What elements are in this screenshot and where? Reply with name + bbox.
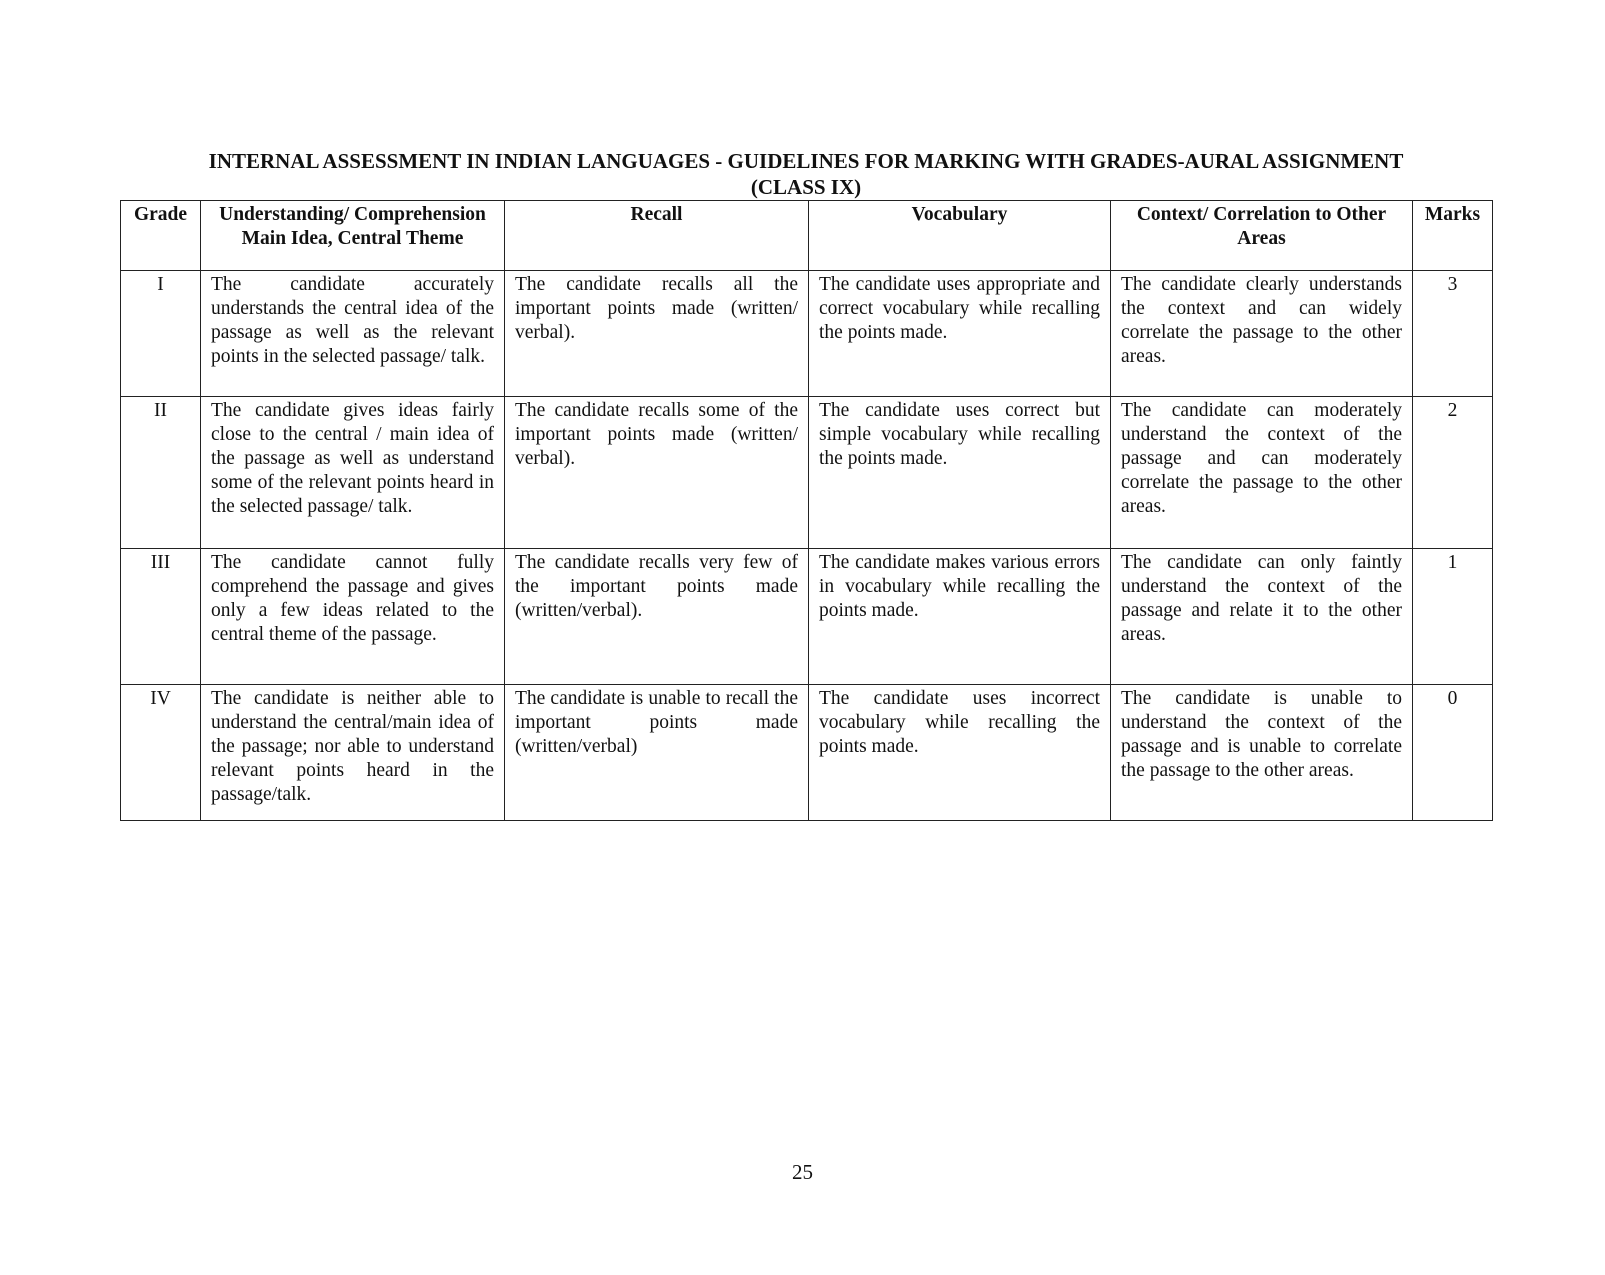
cell-context: The candidate is unable to understand the context of the passage and is unable to correlate the passage to the other areas. bbox=[1111, 685, 1413, 821]
table-row bbox=[121, 685, 1493, 821]
document-title-line-2: (CLASS IX) bbox=[750, 175, 862, 199]
cell-understanding: The candidate accurately understands the central idea of the passage as well as the relevant points in the selected passage/ talk. bbox=[201, 271, 505, 397]
cell-marks: 3 bbox=[1413, 271, 1493, 397]
table-row bbox=[121, 271, 1493, 397]
cell-understanding: The candidate is neither able to understand the central/main idea of the passage; nor able to understand relevant points heard in the passage/talk. bbox=[201, 685, 505, 821]
header-marks: Marks bbox=[1413, 201, 1493, 271]
cell-marks: 2 bbox=[1413, 397, 1493, 549]
cell-context: The candidate can moderately understand the context of the passage and can moderately correlate the passage to the other areas. bbox=[1111, 397, 1413, 549]
header-recall: Recall bbox=[505, 201, 809, 271]
cell-recall: The candidate recalls very few of the important points made (written/verbal). bbox=[505, 549, 809, 685]
header-context: Context/ Correlation to Other Areas bbox=[1111, 201, 1413, 271]
cell-context: The candidate clearly understands the context and can widely correlate the passage to the other areas. bbox=[1111, 271, 1413, 397]
cell-vocabulary: The candidate uses incorrect vocabulary while recalling the points made. bbox=[809, 685, 1111, 821]
cell-vocabulary: The candidate makes various errors in vocabulary while recalling the points made. bbox=[809, 549, 1111, 685]
cell-recall: The candidate recalls all the important points made (written/ verbal). bbox=[505, 271, 809, 397]
cell-vocabulary: The candidate uses correct but simple vocabulary while recalling the points made. bbox=[809, 397, 1111, 549]
cell-understanding: The candidate cannot fully comprehend the passage and gives only a few ideas related to the central theme of the passage. bbox=[201, 549, 505, 685]
table-row bbox=[121, 397, 1493, 549]
cell-vocabulary: The candidate uses appropriate and correct vocabulary while recalling the points made. bbox=[809, 271, 1111, 397]
table-row bbox=[121, 549, 1493, 685]
cell-context: The candidate can only faintly understand the context of the passage and relate it to the other areas. bbox=[1111, 549, 1413, 685]
table-header-row bbox=[121, 201, 1493, 271]
grading-rubric-table bbox=[120, 200, 1493, 821]
cell-grade: II bbox=[121, 397, 201, 549]
document-title-line-1: INTERNAL ASSESSMENT IN INDIAN LANGUAGES - GUIDELINES FOR MARKING WITH GRADES-AURAL ASSIGNMENT bbox=[208, 149, 1404, 173]
header-grade: Grade bbox=[121, 201, 201, 271]
cell-grade: I bbox=[121, 271, 201, 397]
cell-marks: 0 bbox=[1413, 685, 1493, 821]
cell-recall: The candidate is unable to recall the important points made (written/verbal) bbox=[505, 685, 809, 821]
cell-grade: IV bbox=[121, 685, 201, 821]
page-number: 25 bbox=[792, 1160, 813, 1184]
cell-grade: III bbox=[121, 549, 201, 685]
cell-understanding: The candidate gives ideas fairly close to the central / main idea of the passage as well as understand some of the relevant points heard in the selected passage/ talk. bbox=[201, 397, 505, 549]
header-understanding: Understanding/ Comprehension Main Idea, Central Theme bbox=[201, 201, 505, 271]
header-vocabulary: Vocabulary bbox=[809, 201, 1111, 271]
cell-marks: 1 bbox=[1413, 549, 1493, 685]
document-title bbox=[120, 148, 1492, 200]
cell-recall: The candidate recalls some of the important points made (written/ verbal). bbox=[505, 397, 809, 549]
